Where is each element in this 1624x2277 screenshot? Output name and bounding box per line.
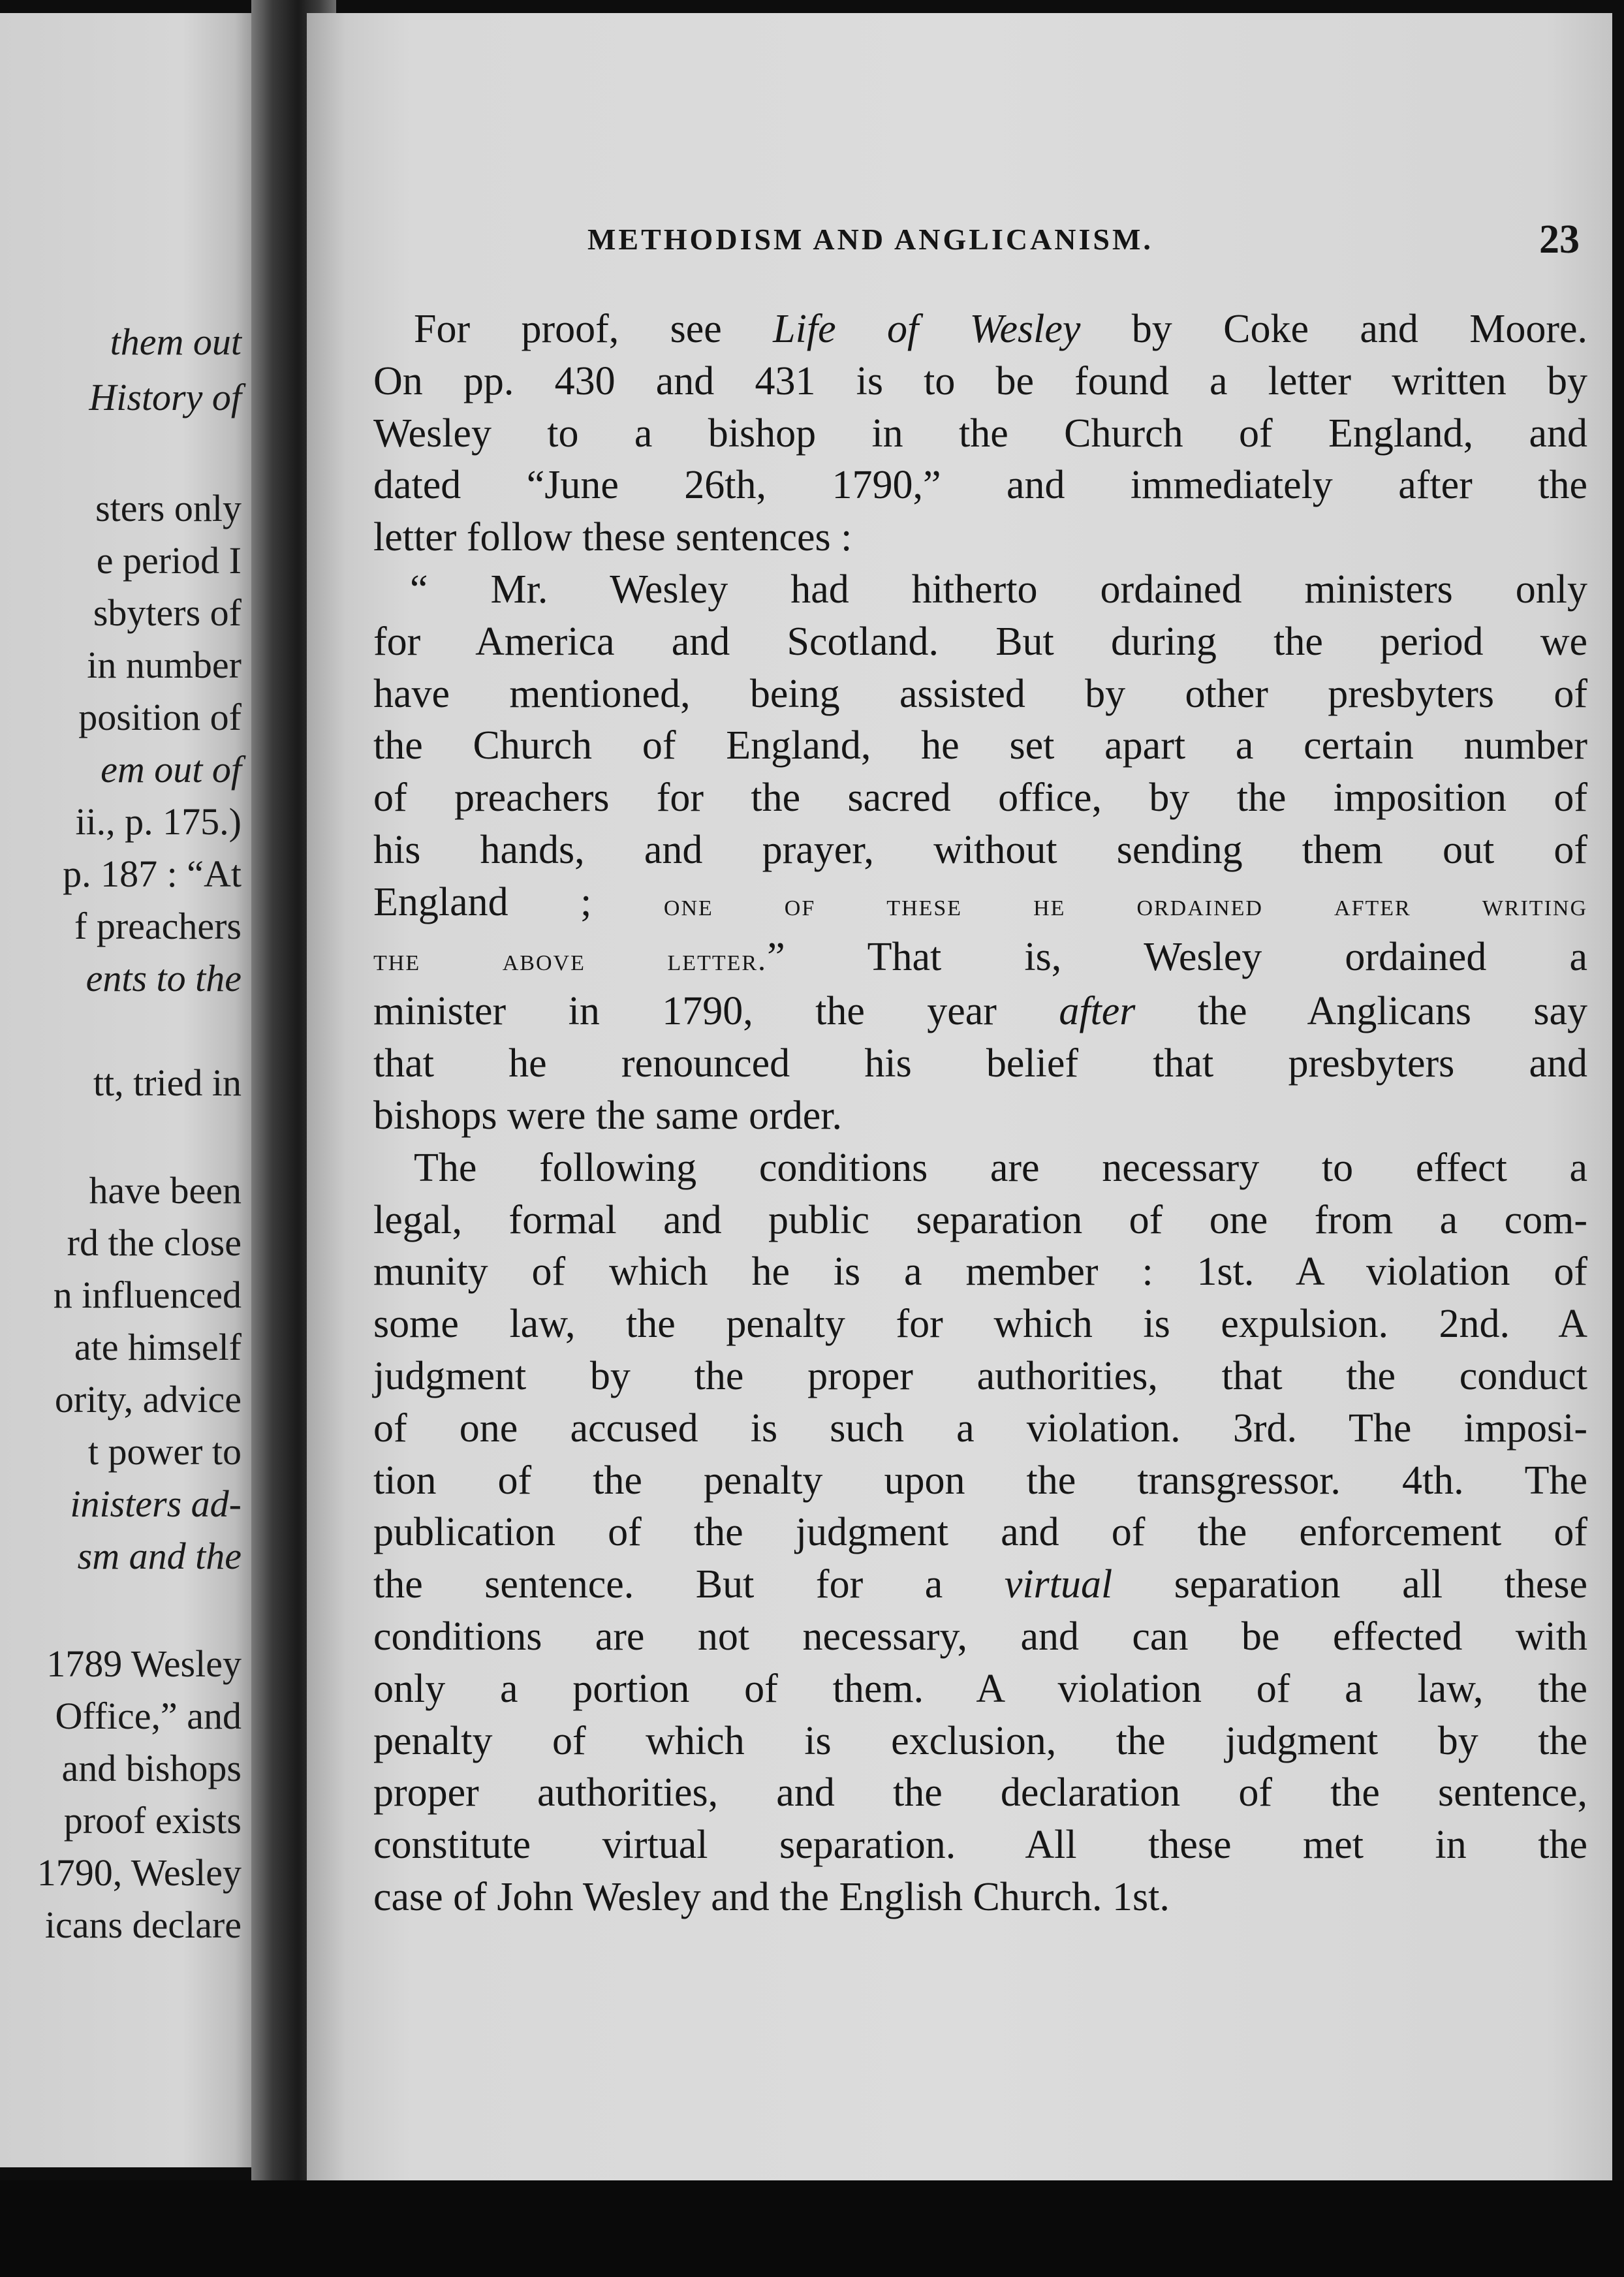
italic-text: after: [1059, 989, 1136, 1034]
left-page-line: ority, advice: [54, 1378, 242, 1421]
text-line: have mentioned, being assisted by other presbyters of: [373, 671, 1587, 716]
text-line: the sentence. But for a virtual separation all these: [373, 1562, 1587, 1607]
text-line: legal, formal and public separation of one from a com-: [373, 1197, 1587, 1242]
text-line: conditions are not necessary, and can be effected with: [373, 1614, 1587, 1659]
left-page-line: ii., p. 175.): [75, 800, 242, 843]
text-line: that he renounced his belief that presbyters and: [373, 1041, 1587, 1086]
text-line: On pp. 430 and 431 is to be found a letter written by: [373, 358, 1587, 403]
right-page: [307, 13, 1612, 2200]
paragraph: [373, 304, 1587, 564]
text-line: only a portion of them. A violation of a law, the: [373, 1666, 1587, 1711]
left-page-line: inisters ad-: [70, 1483, 242, 1525]
paragraph: [373, 564, 1587, 1142]
left-page-line: History of: [89, 376, 242, 418]
text-line: the above letter.” That is, Wesley ordained a: [373, 934, 1588, 979]
text-line: the Church of England, he set apart a certain number: [373, 723, 1587, 768]
left-page-line: n influenced: [53, 1274, 242, 1316]
small-caps-text: one of these he ordained after writing: [663, 887, 1588, 922]
left-page-line: 1790, Wesley: [37, 1851, 242, 1894]
text-line: For proof, see Life of Wesley by Coke and Moore.: [414, 307, 1587, 351]
text-line: The following conditions are necessary to effect a: [414, 1145, 1587, 1190]
text-line: case of John Wesley and the English Church. 1st.: [373, 1874, 1170, 1919]
left-page-line: f preachers: [74, 905, 242, 947]
left-page-line: tt, tried in: [93, 1061, 242, 1104]
text-line: of one accused is such a violation. 3rd. The imposi-: [373, 1405, 1587, 1451]
left-page-line: in number: [87, 644, 242, 686]
text-line: Wesley to a bishop in the Church of England, and: [373, 411, 1587, 456]
bottom-shadow: [0, 2180, 1624, 2277]
small-caps-text: the above letter.: [373, 942, 768, 977]
text-line: “ Mr. Wesley had hitherto ordained ministers only: [410, 567, 1587, 612]
text-line: penalty of which is exclusion, the judgment by the: [373, 1718, 1587, 1763]
body-text: [373, 304, 1587, 1924]
text-line: England ; one of these he ordained after writing: [373, 879, 1588, 924]
italic-text: Life of Wesley: [773, 307, 1081, 351]
left-page-line: e period I: [96, 539, 242, 582]
text-line: dated “June 26th, 1790,” and immediately after the: [373, 463, 1587, 508]
paragraph: [373, 1142, 1587, 1924]
running-head: [587, 217, 1580, 274]
left-page-line: position of: [78, 696, 242, 738]
left-page-line: p. 187 : “At: [63, 853, 242, 895]
left-page-line: ents to the: [86, 957, 242, 999]
text-line: some law, the penalty for which is expulsion. 2nd. A: [373, 1302, 1587, 1347]
text-line: his hands, and prayer, without sending them out of: [373, 827, 1587, 872]
text-line: for America and Scotland. But during the period we: [373, 619, 1587, 664]
left-page-line: em out of: [101, 748, 242, 791]
text-line: judgment by the proper authorities, that the conduct: [373, 1353, 1587, 1398]
left-page-line: icans declare: [44, 1904, 242, 1946]
left-page-line: sm and the: [77, 1535, 242, 1577]
running-title: METHODISM AND ANGLICANISM.: [587, 223, 1153, 256]
left-page-line: ate himself: [74, 1326, 242, 1368]
left-page: [0, 13, 261, 2167]
left-page-line: sters only: [95, 487, 242, 529]
text-line: constitute virtual separation. All these met in the: [373, 1823, 1587, 1868]
left-page-line: have been: [89, 1169, 242, 1212]
italic-text: virtual: [1004, 1562, 1113, 1607]
text-line: bishops were the same order.: [373, 1093, 842, 1138]
left-page-line: 1789 Wesley: [46, 1642, 242, 1685]
text-line: of preachers for the sacred office, by the imposition of: [373, 776, 1587, 821]
text-line: munity of which he is a member : 1st. A violation of: [373, 1249, 1587, 1295]
text-line: minister in 1790, the year after the Anglicans say: [373, 989, 1587, 1034]
left-page-line: sbyters of: [93, 591, 242, 634]
text-line: publication of the judgment and of the enforcement of: [373, 1510, 1587, 1555]
left-page-line: t power to: [87, 1430, 242, 1473]
left-page-line: them out: [110, 321, 242, 363]
left-page-line: Office,” and: [55, 1695, 242, 1737]
text-line: tion of the penalty upon the transgressor. 4th. The: [373, 1458, 1587, 1503]
text-line: letter follow these sentences :: [373, 515, 852, 560]
left-page-line: rd the close: [67, 1221, 242, 1264]
page-number: 23: [1539, 217, 1580, 262]
text-line: proper authorities, and the declaration of the sentence,: [373, 1770, 1587, 1815]
left-page-line: proof exists: [63, 1799, 242, 1842]
left-page-line: and bishops: [61, 1747, 242, 1789]
